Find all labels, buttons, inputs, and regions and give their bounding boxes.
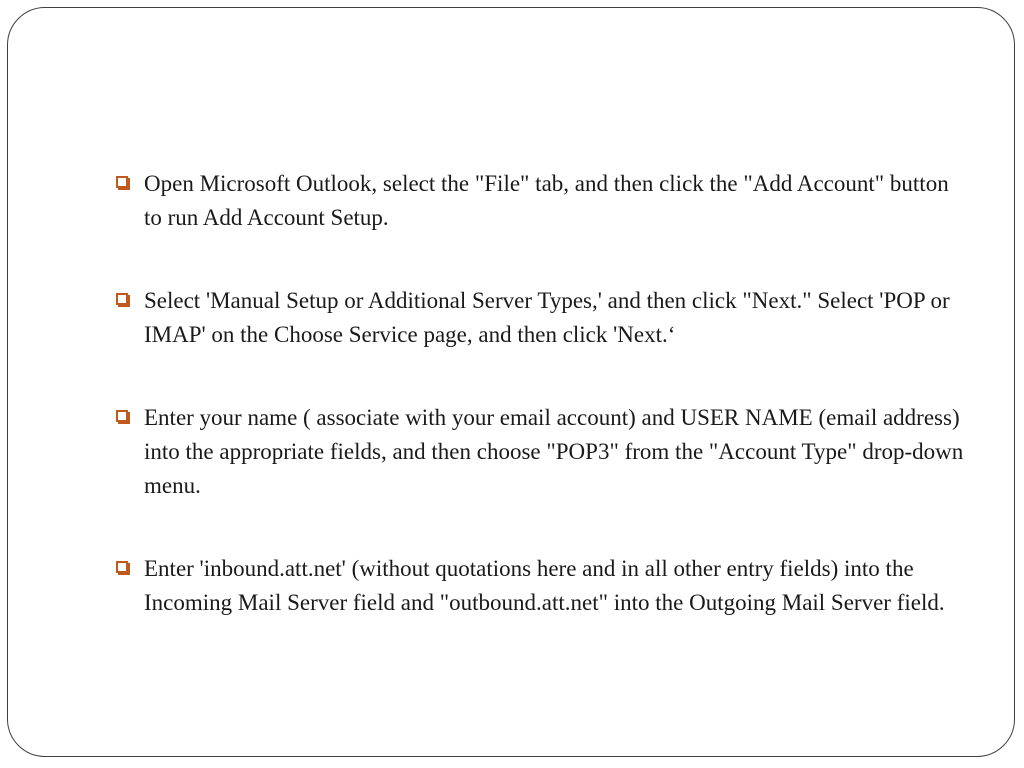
bullet-text: Enter 'inbound.att.net' (without quotations here and in all other entry fields) into the Incoming Mail Server field and "outbound.att.net" into the Outgoing Mail Server field. xyxy=(144,556,945,615)
instruction-list xyxy=(116,167,966,620)
bullet-text: Open Microsoft Outlook, select the "File" tab, and then click the "Add Account" button to run Add Account Setup. xyxy=(144,171,949,230)
list-item xyxy=(116,401,966,503)
square-bullet-icon xyxy=(116,293,128,305)
square-bullet-icon xyxy=(116,410,128,422)
square-bullet-icon xyxy=(116,176,128,188)
bullet-text: Enter your name ( associate with your email account) and USER NAME (email address) into the appropriate fields, and then choose "POP3" from the "Account Type" drop-down menu. xyxy=(144,405,964,498)
list-item xyxy=(116,552,966,620)
bullet-text: Select 'Manual Setup or Additional Server Types,' and then click "Next." Select 'POP or IMAP' on the Choose Service page, and then click 'Next.‘ xyxy=(144,288,950,347)
list-item xyxy=(116,284,966,352)
square-bullet-icon xyxy=(116,561,128,573)
list-item xyxy=(116,167,966,235)
